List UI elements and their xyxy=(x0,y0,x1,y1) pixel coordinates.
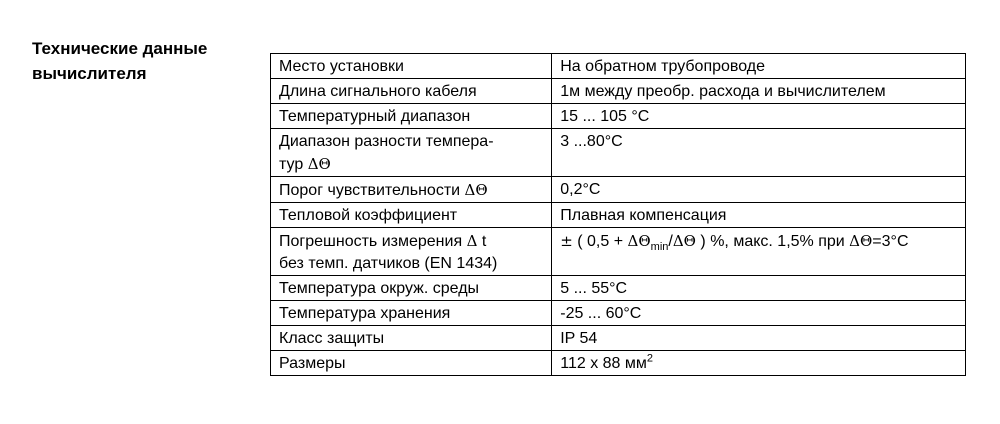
param-cell: Длина сигнального кабеля xyxy=(271,79,552,104)
delta-theta-symbol: ΔΘ xyxy=(464,181,488,199)
min-subscript: min xyxy=(650,241,669,254)
section-title xyxy=(32,36,252,86)
param-cell: Класс защиты xyxy=(271,326,552,351)
param-line1: Диапазон разности темпера- xyxy=(279,133,494,150)
plus-minus-symbol: ± xyxy=(560,232,573,250)
table-row xyxy=(271,301,966,326)
value-cell xyxy=(552,228,966,276)
value-cell xyxy=(552,351,966,376)
slash: / xyxy=(668,233,673,250)
table-row xyxy=(271,177,966,203)
param-line1-suffix: t xyxy=(481,233,487,250)
value-cell: Плавная компенсация xyxy=(552,203,966,228)
param-line1-text: Погрешность измерения xyxy=(279,233,463,250)
table-row xyxy=(271,228,966,276)
param-cell: Размеры xyxy=(271,351,552,376)
param-cell xyxy=(271,129,552,177)
table-row xyxy=(271,203,966,228)
table-row xyxy=(271,54,966,79)
delta-theta-symbol: ΔΘ xyxy=(849,232,873,250)
table-row xyxy=(271,351,966,376)
table-row xyxy=(271,326,966,351)
param-cell: Тепловой коэффициент xyxy=(271,203,552,228)
param-cell xyxy=(271,177,552,203)
param-line2-text: тур xyxy=(279,156,304,173)
value-part2: ) %, макс. 1,5% при xyxy=(695,233,850,250)
value-cell: 3 ...80°C xyxy=(552,129,966,177)
delta-theta-symbol: ΔΘ xyxy=(672,232,696,250)
value-cell: 15 ... 105 °C xyxy=(552,104,966,129)
delta-symbol: Δ xyxy=(466,232,478,250)
value-cell: На обратном трубопроводе xyxy=(552,54,966,79)
param-text: Порог чувствительности xyxy=(279,182,461,199)
value-cell: 0,2°C xyxy=(552,177,966,203)
dimensions-value: 112 x 88 мм xyxy=(560,355,647,372)
section-title-line2: вычислителя xyxy=(32,64,147,83)
param-cell: Место установки xyxy=(271,54,552,79)
value-part1: ( 0,5 + xyxy=(572,233,628,250)
delta-theta-symbol: ΔΘ xyxy=(627,232,651,250)
table-row xyxy=(271,276,966,301)
value-cell: -25 ... 60°C xyxy=(552,301,966,326)
value-cell: 1м между преобр. расхода и вычислителем xyxy=(552,79,966,104)
table-row xyxy=(271,129,966,177)
value-cell: 5 ... 55°C xyxy=(552,276,966,301)
section-title-line1: Технические данные xyxy=(32,39,208,58)
value-part3: =3°C xyxy=(872,233,909,250)
param-cell: Температура хранения xyxy=(271,301,552,326)
param-cell xyxy=(271,228,552,276)
delta-theta-symbol: ΔΘ xyxy=(307,155,331,173)
specs-table xyxy=(270,53,966,376)
param-cell: Температурный диапазон xyxy=(271,104,552,129)
param-line2: без темп. датчиков (EN 1434) xyxy=(279,255,498,272)
param-cell: Температура окруж. среды xyxy=(271,276,552,301)
table-row xyxy=(271,79,966,104)
table-row xyxy=(271,104,966,129)
squared-superscript: 2 xyxy=(646,352,653,365)
value-cell: IP 54 xyxy=(552,326,966,351)
